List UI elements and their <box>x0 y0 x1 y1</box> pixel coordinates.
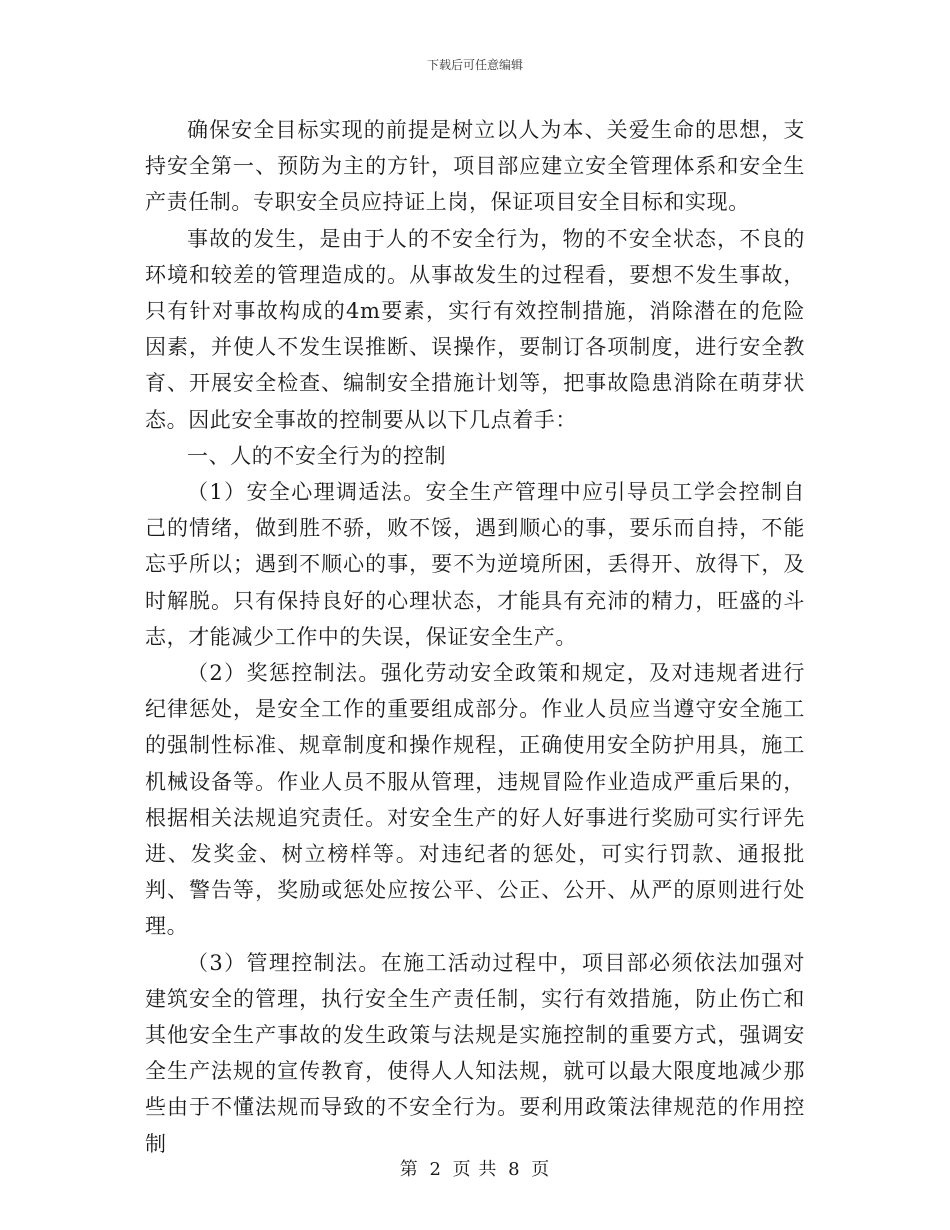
footer-total-pages: 8 <box>508 1159 521 1180</box>
footer-prefix: 第 <box>399 1159 419 1180</box>
paragraph-1: 确保安全目标实现的前提是树立以人为本、关爱生命的思想，支持安全第一、预防为主的方针，项目部应建立安全管理体系和安全生产责任制。专职安全员应持证上岗，保证项目安全目标和实现。 <box>145 118 805 215</box>
section-heading: 一、人的不安全行为的控制 <box>187 443 447 468</box>
footer-middle: 页 共 <box>452 1159 498 1180</box>
paragraph-2: 事故的发生，是由于人的不安全行为，物的不安全状态，不良的环境和较差的管理造成的。从事故发生的过程看，要想不发生事故，只有针对事故构成的4m要素，实行有效控制措施，消除潜在的危险因素，并使人不发生误推断、误操作，要制订各项制度，进行安全教育、开展安全检查、编制安全措施计划等，把事故隐患消除在萌芽状态。因此安全事故的控制要从以下几点着手： <box>145 226 805 432</box>
paragraph-item-1: （1）安全心理调适法。安全生产管理中应引导员工学会控制自己的情绪，做到胜不骄，败不馁，遇到顺心的事，要乐而自持，不能忘乎所以；遇到不顺心的事，要不为逆境所困，丢得开、放得下，及时解脱。只有保持良好的心理状态，才能具有充沛的精力，旺盛的斗志，才能减少工作中的失误，保证安全生产。 <box>145 480 805 649</box>
footer-page-number: 2 <box>429 1159 442 1180</box>
footer-suffix: 页 <box>531 1159 551 1180</box>
paragraph-item-2: （2）奖惩控制法。强化劳动安全政策和规定，及对违规者进行纪律惩处，是安全工作的重要组成部分。作业人员应当遵守安全施工的强制性标准、规章制度和操作规程，正确使用安全防护用具，施工机械设备等。作业人员不服从管理，违规冒险作业造成严重后果的，根据相关法规追究责任。对安全生产的好人好事进行奖励可实行评先进、发奖金、树立榜样等。对违纪者的惩处，可实行罚款、通报批判、警告等，奖励或惩处应按公平、公正、公开、从严的原则进行处理。 <box>145 661 805 939</box>
document-body <box>145 112 805 1162</box>
page-header: 下载后可任意编辑 <box>426 58 523 72</box>
paragraph-item-3: （3）管理控制法。在施工活动过程中，项目部必须依法加强对建筑安全的管理，执行安全生产责任制，实行有效措施，防止伤亡和其他安全生产事故的发生政策与法规是实施控制的重要方式，强调安全生产法规的宣传教育，使得人人知法规，就可以最大限度地减少那些由于不懂法规而导致的不安全行为。要利用政策法律规范的作用控制 <box>145 950 805 1156</box>
page-footer <box>0 1155 950 1181</box>
